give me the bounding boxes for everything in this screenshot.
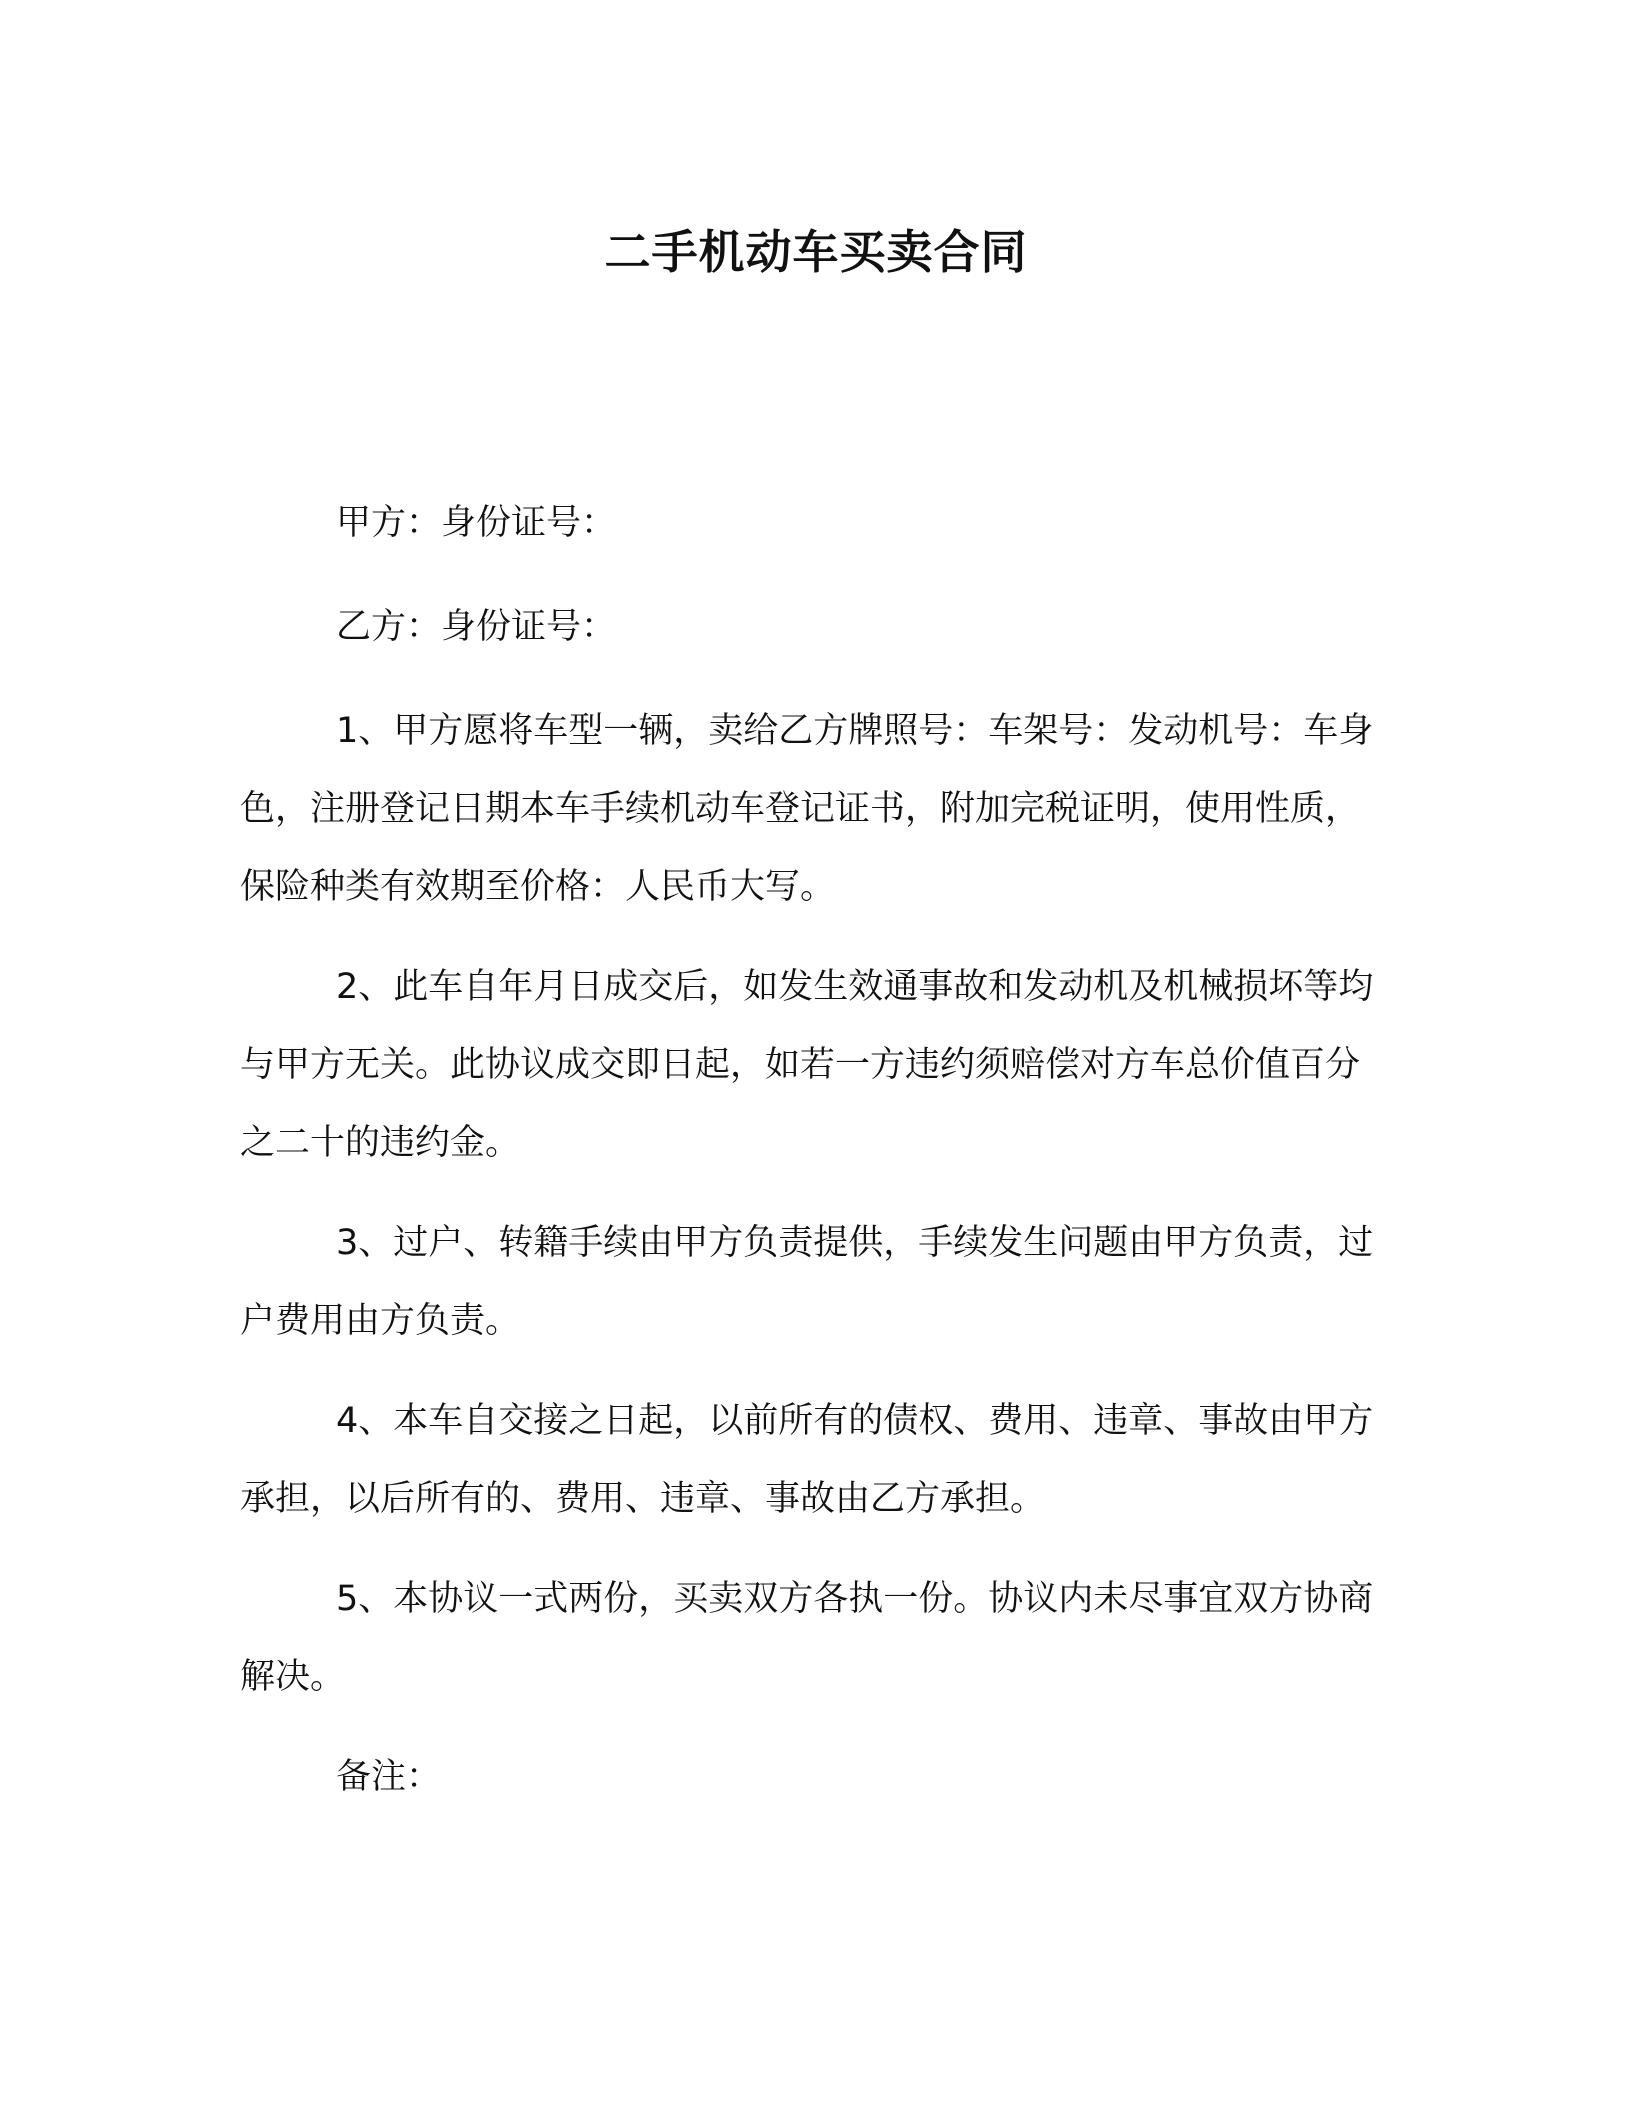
party-a-line: 甲方：身份证号： bbox=[336, 503, 617, 543]
clause-3: 3、过户、转籍手续由甲方负责提供，手续发生问题由甲方负责，过户费用由方负责。 bbox=[240, 1223, 1374, 1341]
clause-4: 4、本车自交接之日起，以前所有的债权、费用、违章、事故由甲方承担，以后所有的、费用、违章、事故由乙方承担。 bbox=[240, 1401, 1374, 1519]
document-title: 二手机动车买卖合同 bbox=[604, 225, 1028, 279]
clause-1: 1、甲方愿将车型一辆，卖给乙方牌照号：车架号：发动机号：车身色，注册登记日期本车手续机动车登记证书，附加完税证明，使用性质，保险种类有效期至价格：人民币大写。 bbox=[240, 711, 1374, 907]
clause-5: 5、本协议一式两份，买卖双方各执一份。协议内未尽事宜双方协商解决。 bbox=[240, 1579, 1374, 1697]
clause-2: 2、此车自年月日成交后，如发生效通事故和发动机及机械损坏等均与甲方无关。此协议成交即日起，如若一方违约须赔偿对方车总价值百分之二十的违约金。 bbox=[240, 967, 1374, 1163]
remarks-line: 备注： bbox=[336, 1757, 442, 1797]
party-b-line: 乙方：身份证号： bbox=[336, 607, 617, 647]
